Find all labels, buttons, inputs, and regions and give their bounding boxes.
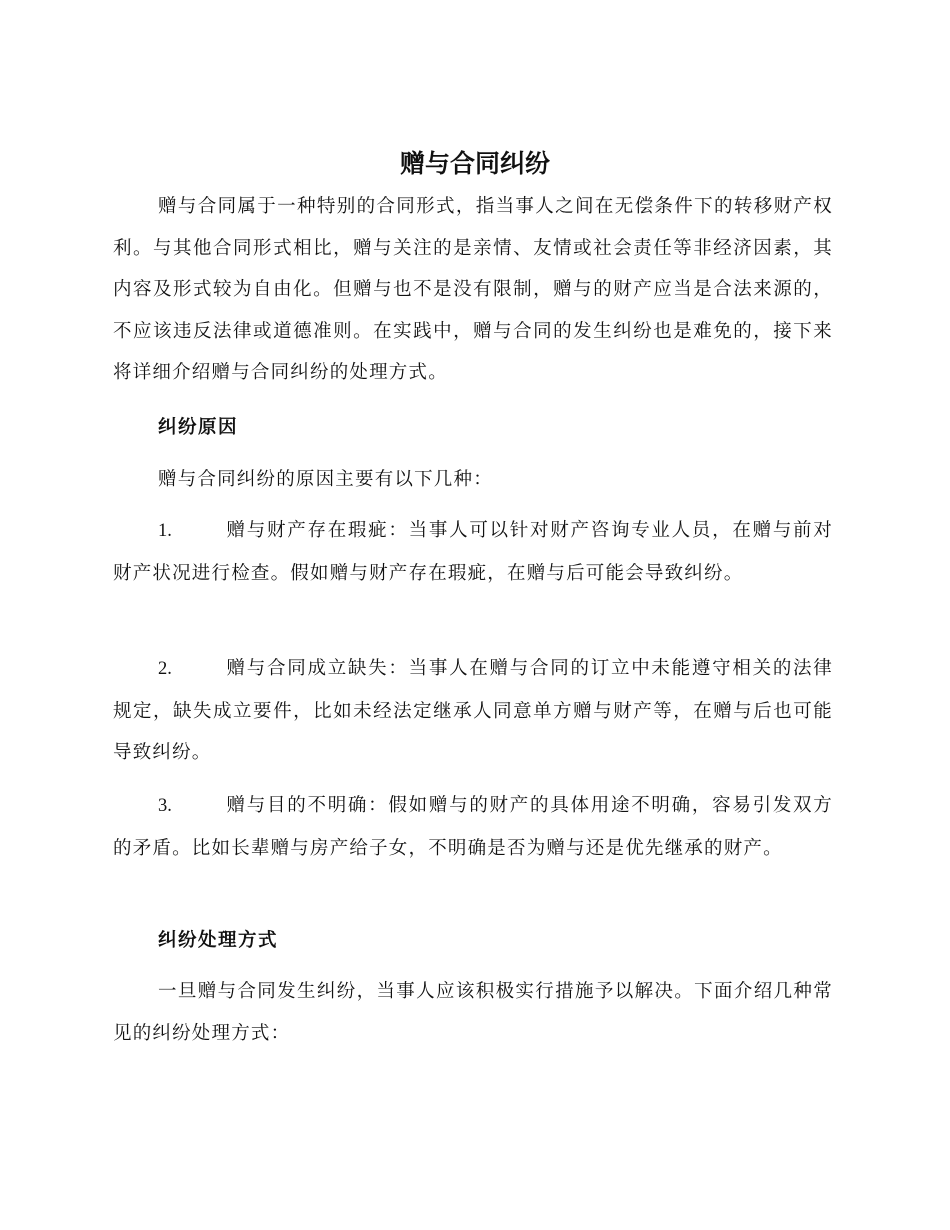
handling-lead-paragraph: 一旦赠与合同发生纠纷，当事人应该积极实行措施予以解决。下面介绍几种常见的纠纷处理方式：	[113, 981, 833, 1044]
list-item	[113, 510, 833, 594]
list-item-text: 赠与合同成立缺失：当事人在赠与合同的订立中未能遵守相关的法律规定，缺失成立要件，比如未经法定继承人同意单方赠与财产等，在赠与后也可能导致纠纷。	[113, 658, 833, 763]
intro-paragraph: 赠与合同属于一种特别的合同形式，指当事人之间在无偿条件下的转移财产权利。与其他合同形式相比，赠与关注的是亲情、友情或社会责任等非经济因素，其内容及形式较为自由化。但赠与也不是没有限制，赠与的财产应当是合法来源的，不应该违反法律或道德准则。在实践中，赠与合同的发生纠纷也是难免的，接下来将详细介绍赠与合同纠纷的处理方式。	[113, 196, 833, 383]
section-heading-causes: 纠纷原因	[158, 417, 239, 438]
document-title: 赠与合同纠纷	[399, 149, 550, 178]
list-item	[113, 785, 833, 869]
section-heading-handling: 纠纷处理方式	[158, 930, 279, 951]
causes-lead-paragraph: 赠与合同纠纷的原因主要有以下几种：	[158, 469, 493, 490]
list-item-text: 赠与财产存在瑕疵：当事人可以针对财产咨询专业人员，在赠与前对财产状况进行检查。假如赠与财产存在瑕疵，在赠与后可能会导致纠纷。	[113, 520, 833, 584]
list-number: 2.	[158, 659, 172, 679]
list-number: 3.	[158, 796, 172, 816]
list-number: 1.	[158, 521, 172, 541]
list-item	[113, 648, 833, 774]
list-item-text: 赠与目的不明确：假如赠与的财产的具体用途不明确，容易引发双方的矛盾。比如长辈赠与房产给子女，不明确是否为赠与还是优先继承的财产。	[113, 795, 833, 859]
